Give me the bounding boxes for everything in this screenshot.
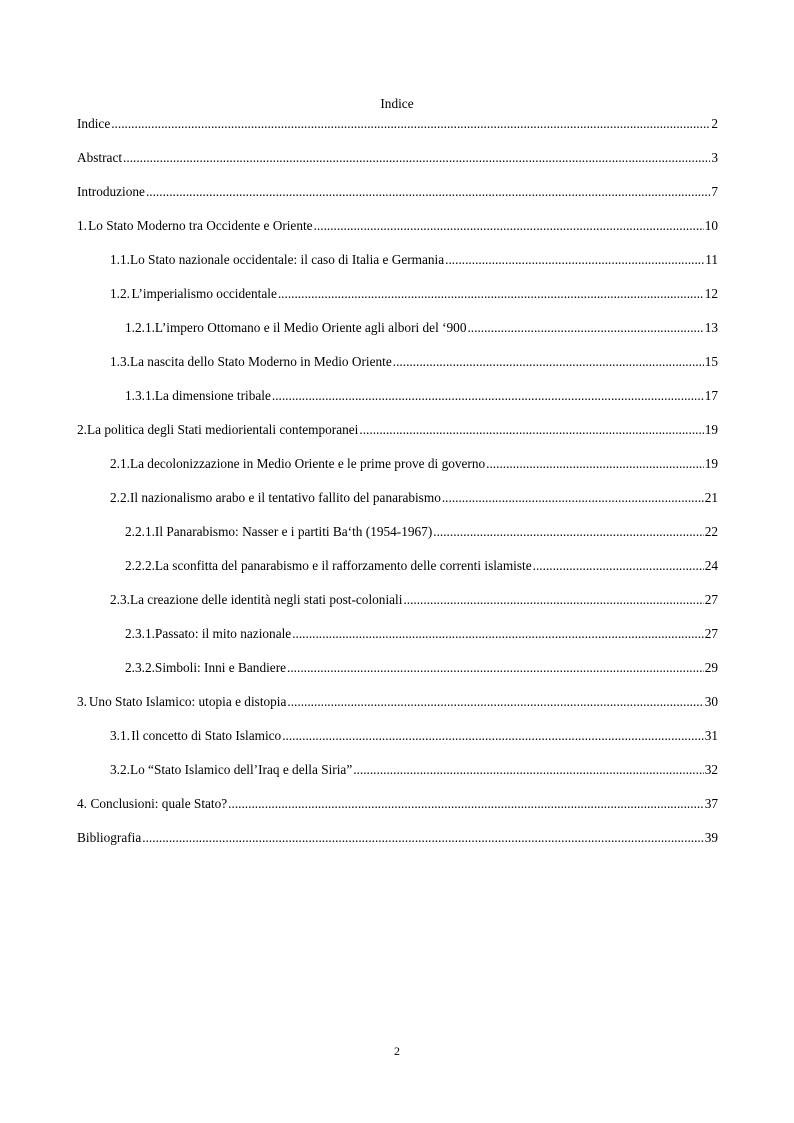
toc-leader-dots bbox=[228, 796, 704, 812]
toc-entry[interactable] bbox=[77, 320, 718, 340]
toc-entry-page: 21 bbox=[704, 490, 718, 505]
toc-entry-page: 22 bbox=[704, 524, 718, 539]
toc-entry-number: 3.2. bbox=[110, 762, 130, 777]
toc-leader-dots bbox=[403, 592, 703, 608]
toc-leader-dots bbox=[146, 184, 710, 200]
toc-entry-number: 2.3. bbox=[110, 592, 130, 607]
toc-entry-title: Il nazionalismo arabo e il tentativo fallito del panarabismo bbox=[129, 490, 441, 505]
toc-entry-number: 1.2. bbox=[110, 286, 130, 301]
toc-entry-title: Abstract bbox=[77, 150, 123, 165]
toc-entry-page: 10 bbox=[704, 218, 718, 233]
toc-entry[interactable] bbox=[77, 490, 718, 510]
toc-entry-page: 17 bbox=[704, 388, 718, 403]
toc-entry-title: La decolonizzazione in Medio Oriente e le prime prove di governo bbox=[129, 456, 486, 471]
toc-leader-dots bbox=[287, 660, 704, 676]
toc-entry-title: L’impero Ottomano e il Medio Oriente agli albori del ‘900 bbox=[154, 320, 467, 335]
toc-title: Indice bbox=[380, 96, 414, 111]
toc-leader-dots bbox=[442, 490, 704, 506]
toc-entry-title: Lo “Stato Islamico dell’Iraq e della Siria” bbox=[129, 762, 353, 777]
toc-entry-page: 13 bbox=[704, 320, 718, 335]
toc-entry[interactable] bbox=[77, 354, 718, 374]
toc-leader-dots bbox=[292, 626, 704, 642]
toc-entry-page: 19 bbox=[704, 422, 718, 437]
toc-entry-title: La nascita dello Stato Moderno in Medio Oriente bbox=[129, 354, 392, 369]
toc-entry-number: 2.1. bbox=[110, 456, 130, 471]
toc-entry-title: Indice bbox=[77, 116, 111, 131]
toc-entry-page: 11 bbox=[705, 252, 718, 267]
toc-entry-number: 2.2.2. bbox=[125, 558, 155, 573]
toc-entry-page: 32 bbox=[704, 762, 718, 777]
toc-entry-title: La politica degli Stati mediorientali contemporanei bbox=[86, 422, 359, 437]
toc-entry-page: 27 bbox=[704, 626, 718, 641]
toc-entry-number: 1.3. bbox=[110, 354, 130, 369]
toc-entry-title: La sconfitta del panarabismo e il rafforzamento delle correnti islamiste bbox=[154, 558, 532, 573]
toc-entry-number: 1. bbox=[77, 218, 87, 233]
toc-entry-page: 39 bbox=[704, 830, 718, 845]
toc-leader-dots bbox=[111, 116, 710, 132]
toc-entry-title: Uno Stato Islamico: utopia e distopia bbox=[88, 694, 287, 709]
toc-entry[interactable] bbox=[77, 660, 718, 680]
toc-leader-dots bbox=[123, 150, 710, 166]
toc-entry-title: Il Panarabismo: Nasser e i partiti Ba‘th (1954-1967) bbox=[154, 524, 433, 539]
toc-entry[interactable] bbox=[77, 762, 718, 782]
toc-leader-dots bbox=[353, 762, 703, 778]
toc-entry[interactable] bbox=[77, 422, 718, 442]
toc-entry[interactable] bbox=[77, 796, 718, 816]
toc-leader-dots bbox=[142, 830, 703, 846]
page-number: 2 bbox=[394, 1044, 400, 1058]
toc-entry-number: 2.2.1. bbox=[125, 524, 155, 539]
toc-entry[interactable] bbox=[77, 286, 718, 306]
toc-leader-dots bbox=[533, 558, 704, 574]
toc-entry-number: 2. bbox=[77, 422, 87, 437]
toc-entry[interactable] bbox=[77, 728, 718, 748]
toc-entry-page: 19 bbox=[704, 456, 718, 471]
toc-leader-dots bbox=[445, 252, 704, 268]
toc-entry-page: 7 bbox=[711, 184, 718, 199]
toc-entry[interactable] bbox=[77, 150, 718, 170]
toc-entry[interactable] bbox=[77, 558, 718, 578]
toc-entry-title: Simboli: Inni e Bandiere bbox=[154, 660, 287, 675]
toc-entry[interactable] bbox=[77, 252, 718, 272]
toc-leader-dots bbox=[314, 218, 704, 234]
toc-leader-dots bbox=[486, 456, 704, 472]
toc-entry-number: 2.3.2. bbox=[125, 660, 155, 675]
toc-leader-dots bbox=[467, 320, 703, 336]
toc-entry-page: 31 bbox=[704, 728, 718, 743]
toc-entry-page: 3 bbox=[711, 150, 718, 165]
toc-leader-dots bbox=[278, 286, 704, 302]
toc-entry-number: 2.2. bbox=[110, 490, 130, 505]
toc-entry-title: Conclusioni: quale Stato? bbox=[90, 796, 228, 811]
toc-leader-dots bbox=[272, 388, 704, 404]
toc-entry[interactable] bbox=[77, 456, 718, 476]
toc-entry-title: Il concetto di Stato Islamico bbox=[131, 728, 282, 743]
toc-entry[interactable] bbox=[77, 524, 718, 544]
toc-entry-number: 1.1. bbox=[110, 252, 130, 267]
toc-entry-title: La creazione delle identità negli stati post-coloniali bbox=[129, 592, 403, 607]
toc-entry-title: L’imperialismo occidentale bbox=[131, 286, 277, 301]
toc-leader-dots bbox=[433, 524, 703, 540]
toc-entry[interactable] bbox=[77, 116, 718, 136]
toc-leader-dots bbox=[287, 694, 703, 710]
toc-entry[interactable] bbox=[77, 592, 718, 612]
toc-entry-title: Lo Stato Moderno tra Occidente e Oriente bbox=[88, 218, 313, 233]
toc-entry-page: 37 bbox=[704, 796, 718, 811]
toc-entry-number: 3.1. bbox=[110, 728, 130, 743]
toc-leader-dots bbox=[393, 354, 704, 370]
toc-entry-number: 4. bbox=[77, 796, 87, 811]
toc-entry-title: La dimensione tribale bbox=[154, 388, 271, 403]
toc-entry[interactable] bbox=[77, 184, 718, 204]
toc-entry[interactable] bbox=[77, 626, 718, 646]
toc-entry-page: 15 bbox=[704, 354, 718, 369]
toc-leader-dots bbox=[282, 728, 704, 744]
toc-entry[interactable] bbox=[77, 218, 718, 238]
toc-entry-number: 3. bbox=[77, 694, 87, 709]
toc-entry-number: 1.3.1. bbox=[125, 388, 155, 403]
toc-entry-title: Passato: il mito nazionale bbox=[154, 626, 292, 641]
toc-entry-page: 12 bbox=[704, 286, 718, 301]
toc-entry-page: 2 bbox=[711, 116, 718, 131]
toc-entry-title: Lo Stato nazionale occidentale: il caso di Italia e Germania bbox=[129, 252, 445, 267]
toc-entry-page: 30 bbox=[704, 694, 718, 709]
toc-entry-page: 24 bbox=[704, 558, 718, 573]
toc-entry-number: 1.2.1. bbox=[125, 320, 155, 335]
toc-entry-page: 29 bbox=[704, 660, 718, 675]
toc-entry-title: Bibliografia bbox=[77, 830, 142, 845]
toc-entry-number: 2.3.1. bbox=[125, 626, 155, 641]
toc-leader-dots bbox=[359, 422, 703, 438]
toc-entry[interactable] bbox=[77, 830, 718, 850]
toc-entry-title: Introduzione bbox=[77, 184, 145, 199]
toc-entry[interactable] bbox=[77, 388, 718, 408]
toc-entry-page: 27 bbox=[704, 592, 718, 607]
toc-entry[interactable] bbox=[77, 694, 718, 714]
